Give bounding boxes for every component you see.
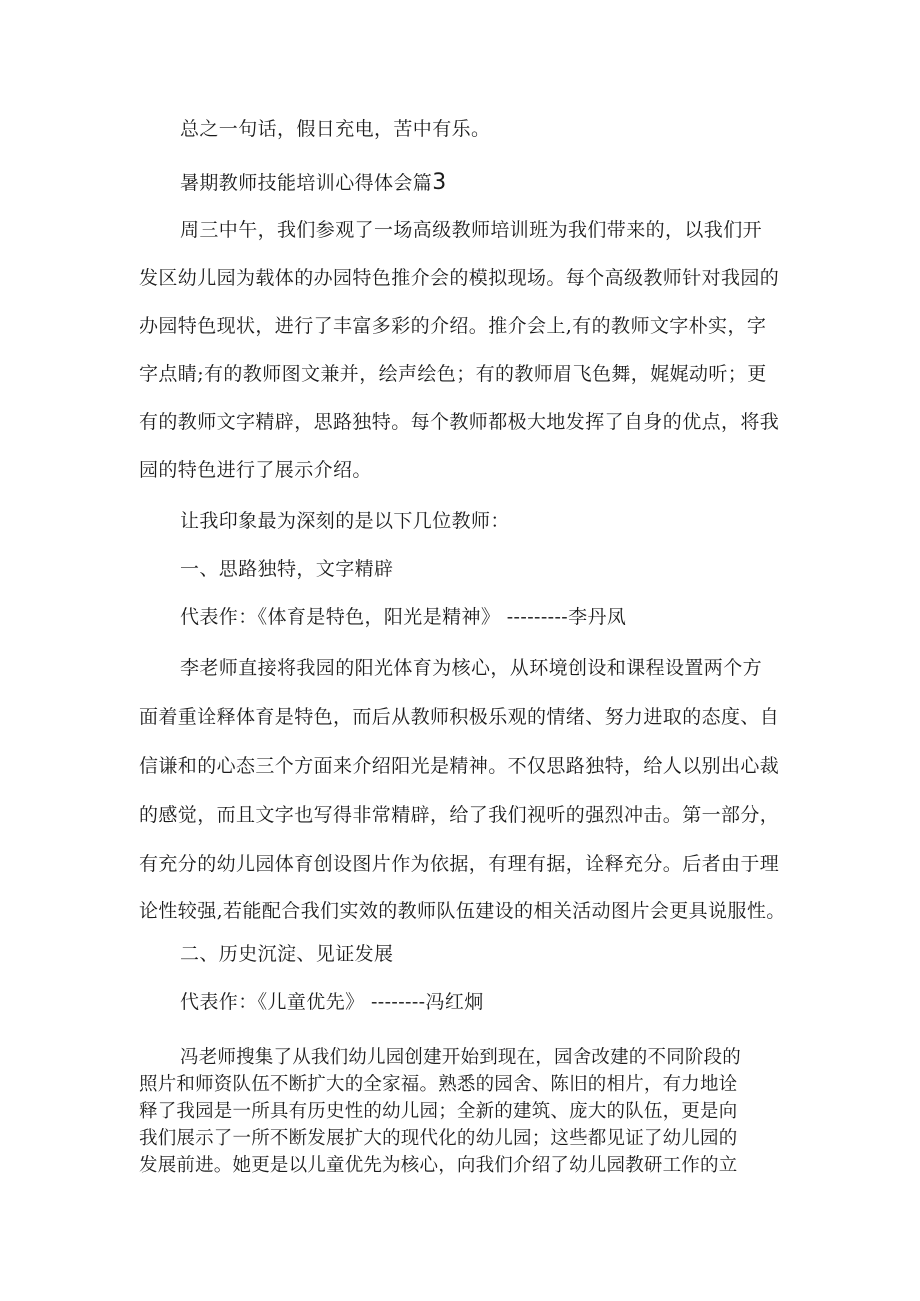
paragraph-line: 发区幼儿园为载体的办园特色推介会的模拟现场。每个高级教师针对我园的 <box>139 267 780 289</box>
paragraph-line: 论性较强,若能配合我们实效的教师队伍建设的相关活动图片会更具说服性。 <box>139 900 786 922</box>
paragraph-line: 让我印象最为深刻的是以下几位教师： <box>180 510 510 532</box>
representative-work: 代表作：《体育是特色，阳光是精神》 ---------李丹凤 <box>180 606 627 628</box>
representative-work: 代表作：《儿童优先》 --------冯红炯 <box>180 991 484 1013</box>
section-heading-text: 暑期教师技能培训心得体会篇 <box>180 172 433 194</box>
paragraph-line: 释了我园是一所具有历史性的幼儿园；全新的建筑、庞大的队伍，更是向 <box>139 1101 738 1122</box>
paragraph-line: 的感觉，而且文字也写得非常精辟，给了我们视听的强烈冲击。第一部分， <box>139 804 780 826</box>
section-heading-number: 3 <box>432 170 447 195</box>
paragraph-line: 园的特色进行了展示介绍。 <box>139 459 372 481</box>
paragraph-line: 我们展示了一所不断发展扩大的现代化的幼儿园；这些都见证了幼儿园的 <box>139 1128 738 1149</box>
paragraph-line: 冯老师搜集了从我们幼儿园创建开始到现在，园舍改建的不同阶段的 <box>180 1047 742 1068</box>
paragraph-line: 发展前进。她更是以儿童优先为核心，向我们介绍了幼儿园教研工作的立 <box>139 1155 738 1176</box>
paragraph-line: 总之一句话，假日充电，苦中有乐。 <box>180 118 491 140</box>
paragraph-line: 面着重诠释体育是特色，而后从教师积极乐观的情绪、努力进取的态度、自 <box>139 706 780 728</box>
subheading: 二、历史沉淀、见证发展 <box>180 943 394 965</box>
subheading: 一、思路独特，文字精辟 <box>180 558 394 580</box>
paragraph-line: 周三中午，我们参观了一场高级教师培训班为我们带来的，以我们开 <box>180 219 763 241</box>
section-heading <box>180 170 832 196</box>
paragraph-line: 有的教师文字精辟，思路独特。每个教师都极大地发挥了自身的优点，将我 <box>139 411 780 433</box>
paragraph-line: 字点睛;有的教师图文兼并，绘声绘色；有的教师眉飞色舞，娓娓动听；更 <box>139 363 767 385</box>
paragraph-line: 照片和师资队伍不断扩大的全家福。熟悉的园舍、陈旧的相片，有力地诠 <box>139 1074 738 1095</box>
paragraph-line: 办园特色现状，进行了丰富多彩的介绍。推介会上,有的教师文字朴实，字 <box>139 315 767 337</box>
paragraph-line: 信谦和的心态三个方面来介绍阳光是精神。不仅思路独特，给人以别出心裁 <box>139 755 780 777</box>
paragraph-line: 有充分的幼儿园体育创设图片作为依据，有理有据，诠释充分。后者由于理 <box>139 853 780 875</box>
paragraph-line: 李老师直接将我园的阳光体育为核心，从环境创设和课程设置两个方 <box>180 657 763 679</box>
